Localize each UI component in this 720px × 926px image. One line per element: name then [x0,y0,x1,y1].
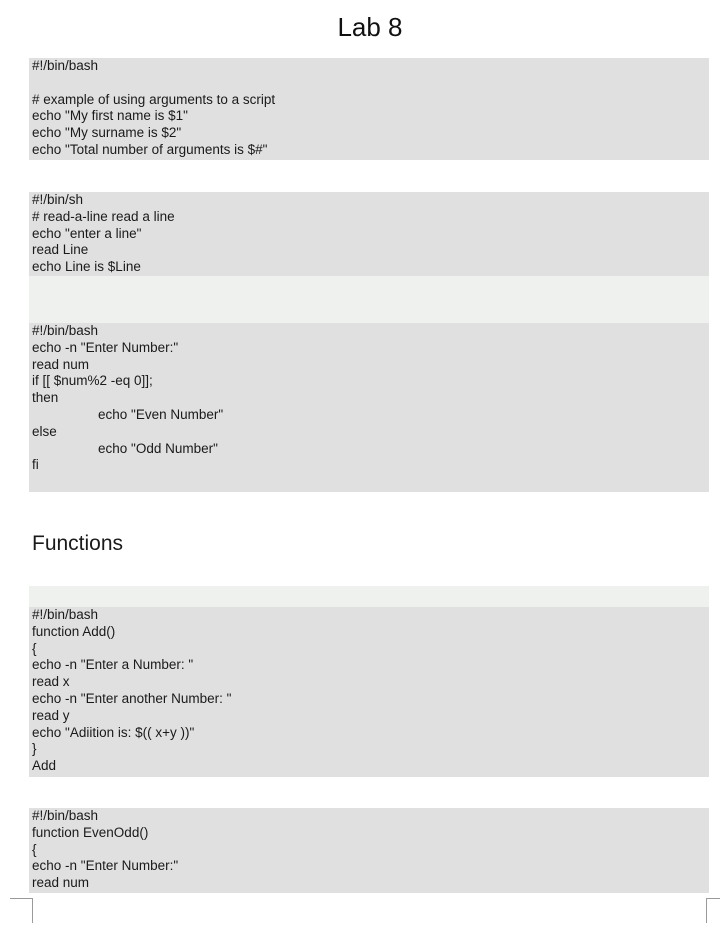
code-line: read y [32,707,70,723]
page-corner-mark-left [10,898,33,923]
code-line: echo "Total number of arguments is $#" [32,141,268,157]
code-line: Add [32,758,57,774]
empty-code-band [29,586,709,607]
code-line: read num [32,875,90,891]
code-line: echo "Adiition is: $(( x+y ))" [32,724,195,740]
code-line: #!/bin/bash [32,607,99,622]
code-line: echo "My surname is $2" [32,125,182,141]
code-block-even-odd-function [29,808,709,893]
code-line: echo "enter a line" [32,225,142,241]
code-line: read num [32,356,90,372]
code-block-even-odd-if [29,323,709,492]
code-block-arguments [29,58,709,160]
code-line: echo "Odd Number" [98,440,218,456]
code-line: echo -n "Enter a Number: " [32,657,194,673]
code-line: echo "My first name is $1" [32,108,188,124]
section-heading-functions: Functions [32,532,124,555]
code-line: } [32,741,37,757]
code-line [32,75,709,92]
code-line: function Add() [32,623,116,639]
code-line: else [32,423,57,439]
code-line: echo -n "Enter another Number: " [32,690,232,706]
code-line: echo -n "Enter Number:" [32,339,179,355]
code-line: echo "Even Number" [98,406,224,422]
code-line: read Line [32,242,89,258]
page-corner-mark-right [706,898,720,923]
code-line: #!/bin/bash [32,323,99,338]
code-line: #!/bin/bash [32,58,99,73]
code-line: if [[ $num%2 -eq 0]]; [32,373,153,389]
code-line: function EvenOdd() [32,824,149,840]
code-line: #!/bin/bash [32,808,99,823]
code-block-read-line [29,192,709,276]
code-line: echo -n "Enter Number:" [32,858,179,874]
empty-code-band [29,276,709,323]
code-line: read x [32,674,70,690]
code-line: # read-a-line read a line [32,208,175,224]
code-line: #!/bin/sh [32,192,84,207]
code-line: { [32,640,37,656]
code-line: then [32,390,59,406]
code-block-add-function [29,607,709,777]
document-title: Lab 8 [337,12,403,42]
code-line: # example of using arguments to a script [32,91,276,107]
code-line: echo Line is $Line [32,259,141,275]
code-line: fi [32,457,39,473]
code-line: { [32,841,37,857]
